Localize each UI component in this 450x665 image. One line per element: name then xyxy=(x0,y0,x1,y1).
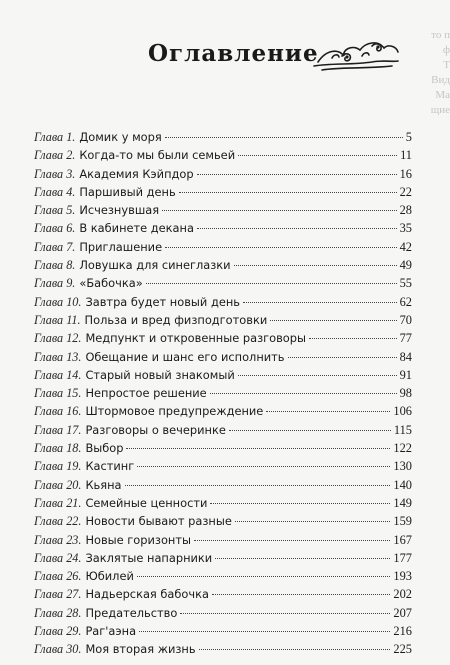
chapter-label: Глава 28. xyxy=(34,605,82,620)
chapter-title: Ловушка для синеглазки xyxy=(79,258,231,273)
page-number: 5 xyxy=(405,130,412,144)
dot-leader xyxy=(210,393,397,394)
toc-entry[interactable] xyxy=(34,384,412,402)
chapter-title: Заклятые напарники xyxy=(85,550,213,565)
chapter-label: Глава 4. xyxy=(34,184,76,199)
dot-leader xyxy=(243,302,397,303)
chapter-title: Когда-то мы были семьей xyxy=(79,148,236,163)
chapter-label: Глава 6. xyxy=(34,221,76,236)
chapter-label: Глава 20. xyxy=(34,477,82,492)
chapter-title: Моя вторая жизнь xyxy=(85,642,196,657)
bleed-line: Т xyxy=(443,59,450,71)
chapter-label: Глава 12. xyxy=(34,331,82,346)
page-number: 91 xyxy=(399,367,412,382)
chapter-label: Глава 5. xyxy=(34,203,76,218)
toc-entry[interactable] xyxy=(34,402,412,420)
toc-entry[interactable] xyxy=(34,256,412,274)
chapter-label: Глава 15. xyxy=(34,386,82,401)
chapter-title: «Бабочка» xyxy=(79,276,143,291)
chapter-title: Юбилей xyxy=(85,569,134,584)
toc-entry[interactable] xyxy=(34,494,412,512)
toc-entry[interactable] xyxy=(34,329,412,347)
chapter-label: Глава 18. xyxy=(34,441,82,456)
wave-ornament-icon xyxy=(312,32,400,72)
chapter-label: Глава 19. xyxy=(34,459,82,474)
chapter-label: Глава 8. xyxy=(34,258,76,273)
dot-leader xyxy=(234,265,397,266)
toc-entry[interactable] xyxy=(34,238,412,256)
page-number: 62 xyxy=(399,294,412,309)
page-number: 225 xyxy=(393,642,412,657)
page-number: 193 xyxy=(393,569,412,584)
toc-entry[interactable] xyxy=(34,293,412,311)
chapter-label: Глава 10. xyxy=(34,294,82,309)
toc-entry[interactable] xyxy=(34,567,412,585)
table-of-contents xyxy=(34,128,412,659)
chapter-title: Новости бывают разные xyxy=(85,514,232,529)
dot-leader xyxy=(126,448,390,449)
dot-leader xyxy=(165,247,397,248)
bleed-line: ф xyxy=(442,44,450,56)
page-number: 42 xyxy=(399,239,412,254)
dot-leader xyxy=(180,613,390,614)
chapter-label: Глава 24. xyxy=(34,550,82,565)
page-number: 207 xyxy=(393,605,412,620)
page-number: 55 xyxy=(399,276,412,291)
chapter-title: Штормовое предупреждение xyxy=(85,404,264,419)
chapter-label: Глава 30. xyxy=(34,642,82,657)
bleed-line: то п xyxy=(431,29,450,41)
dot-leader xyxy=(199,649,391,650)
toc-entry[interactable] xyxy=(34,531,412,549)
toc-entry[interactable] xyxy=(34,549,412,567)
dot-leader xyxy=(146,283,397,284)
dot-leader xyxy=(197,228,397,229)
chapter-title: Разговоры о вечеринке xyxy=(85,422,226,437)
dot-leader xyxy=(229,430,391,431)
dot-leader xyxy=(235,521,391,522)
toc-entry[interactable] xyxy=(34,604,412,622)
bleed-line: щие xyxy=(430,104,450,116)
toc-entry[interactable] xyxy=(34,585,412,603)
chapter-title: Выбор xyxy=(85,441,124,456)
page-number: 11 xyxy=(400,148,412,163)
page-number: 22 xyxy=(399,184,412,199)
chapter-label: Глава 29. xyxy=(34,624,82,639)
page-number: 16 xyxy=(399,166,412,181)
toc-entry[interactable] xyxy=(34,457,412,475)
page-number: 106 xyxy=(393,404,412,419)
chapter-title: Раг'аэна xyxy=(85,624,137,639)
chapter-title: Обещание и шанс его исполнить xyxy=(85,349,285,364)
toc-entry[interactable] xyxy=(34,348,412,366)
dot-leader xyxy=(165,137,403,138)
chapter-label: Глава 1. xyxy=(34,130,76,144)
chapter-title: Паршивый день xyxy=(79,184,176,199)
toc-entry[interactable] xyxy=(34,476,412,494)
chapter-title: Непростое решение xyxy=(85,386,207,401)
toc-entry[interactable] xyxy=(34,622,412,640)
page-number: 77 xyxy=(399,331,412,346)
dot-leader xyxy=(194,540,390,541)
page-number: 159 xyxy=(393,514,412,529)
toc-entry[interactable] xyxy=(34,128,412,146)
toc-entry[interactable] xyxy=(34,165,412,183)
toc-entry[interactable] xyxy=(34,183,412,201)
chapter-label: Глава 22. xyxy=(34,514,82,529)
chapter-title: Новые горизонты xyxy=(85,532,191,547)
chapter-title: Академия Кэйпдор xyxy=(79,166,194,181)
chapter-label: Глава 27. xyxy=(34,587,82,602)
dot-leader xyxy=(212,594,390,595)
toc-entry[interactable] xyxy=(34,274,412,292)
dot-leader xyxy=(179,192,397,193)
page-number: 70 xyxy=(399,312,412,327)
chapter-title: Кьяна xyxy=(85,477,122,492)
page-number: 84 xyxy=(399,349,412,364)
dot-leader xyxy=(162,210,397,211)
chapter-title: Домик у моря xyxy=(79,130,162,144)
dot-leader xyxy=(125,485,391,486)
chapter-title: Польза и вред физподготовки xyxy=(84,312,268,327)
chapter-title: Старый новый знакомый xyxy=(85,367,235,382)
page-number: 115 xyxy=(393,422,412,437)
toc-entry[interactable] xyxy=(34,201,412,219)
chapter-title: Завтра будет новый день xyxy=(85,294,240,309)
page-number: 122 xyxy=(393,441,412,456)
bleed-line: Ма xyxy=(435,89,450,101)
chapter-label: Глава 26. xyxy=(34,569,82,584)
chapter-title: В кабинете декана xyxy=(79,221,194,236)
toc-entry[interactable] xyxy=(34,311,412,329)
page-number: 202 xyxy=(393,587,412,602)
page-number: 35 xyxy=(399,221,412,236)
chapter-label: Глава 7. xyxy=(34,239,76,254)
toc-entry[interactable] xyxy=(34,421,412,439)
page-number: 167 xyxy=(393,532,412,547)
dot-leader xyxy=(270,320,396,321)
toc-entry[interactable] xyxy=(34,439,412,457)
toc-entry[interactable] xyxy=(34,640,412,658)
toc-entry[interactable] xyxy=(34,219,412,237)
page-number: 98 xyxy=(399,386,412,401)
toc-entry[interactable] xyxy=(34,146,412,164)
page-number: 49 xyxy=(399,258,412,273)
page-number: 28 xyxy=(399,203,412,218)
chapter-title: Предательство xyxy=(85,605,178,620)
chapter-label: Глава 3. xyxy=(34,166,76,181)
chapter-title: Исчезнувшая xyxy=(79,203,160,218)
chapter-title: Медпункт и откровенные разговоры xyxy=(85,331,306,346)
dot-leader xyxy=(197,174,397,175)
chapter-label: Глава 14. xyxy=(34,367,82,382)
chapter-label: Глава 11. xyxy=(34,312,81,327)
page-number: 130 xyxy=(393,459,412,474)
chapter-label: Глава 9. xyxy=(34,276,76,291)
chapter-title: Приглашение xyxy=(79,239,163,254)
dot-leader xyxy=(309,338,397,339)
chapter-label: Глава 23. xyxy=(34,532,82,547)
chapter-label: Глава 17. xyxy=(34,422,82,437)
dot-leader xyxy=(137,466,390,467)
chapter-label: Глава 13. xyxy=(34,349,82,364)
dot-leader xyxy=(137,576,391,577)
chapter-label: Глава 21. xyxy=(34,495,82,510)
chapter-title: Семейные ценности xyxy=(85,495,208,510)
chapter-label: Глава 2. xyxy=(34,148,76,163)
dot-leader xyxy=(266,411,390,412)
chapter-label: Глава 16. xyxy=(34,404,82,419)
dot-leader xyxy=(238,375,397,376)
page-title: Оглавление xyxy=(148,40,319,67)
page-number: 216 xyxy=(393,624,412,639)
dot-leader xyxy=(139,631,390,632)
page-number: 177 xyxy=(393,550,412,565)
dot-leader xyxy=(210,503,390,504)
dot-leader xyxy=(215,558,390,559)
dot-leader xyxy=(238,155,397,156)
chapter-title: Надьерская бабочка xyxy=(85,587,209,602)
bleed-through-text xyxy=(392,28,450,118)
toc-entry[interactable] xyxy=(34,512,412,530)
page-number: 140 xyxy=(393,477,412,492)
toc-entry[interactable] xyxy=(34,366,412,384)
page-number: 149 xyxy=(393,495,412,510)
dot-leader xyxy=(288,357,397,358)
bleed-line: Вид xyxy=(431,74,450,86)
chapter-title: Кастинг xyxy=(85,459,135,474)
